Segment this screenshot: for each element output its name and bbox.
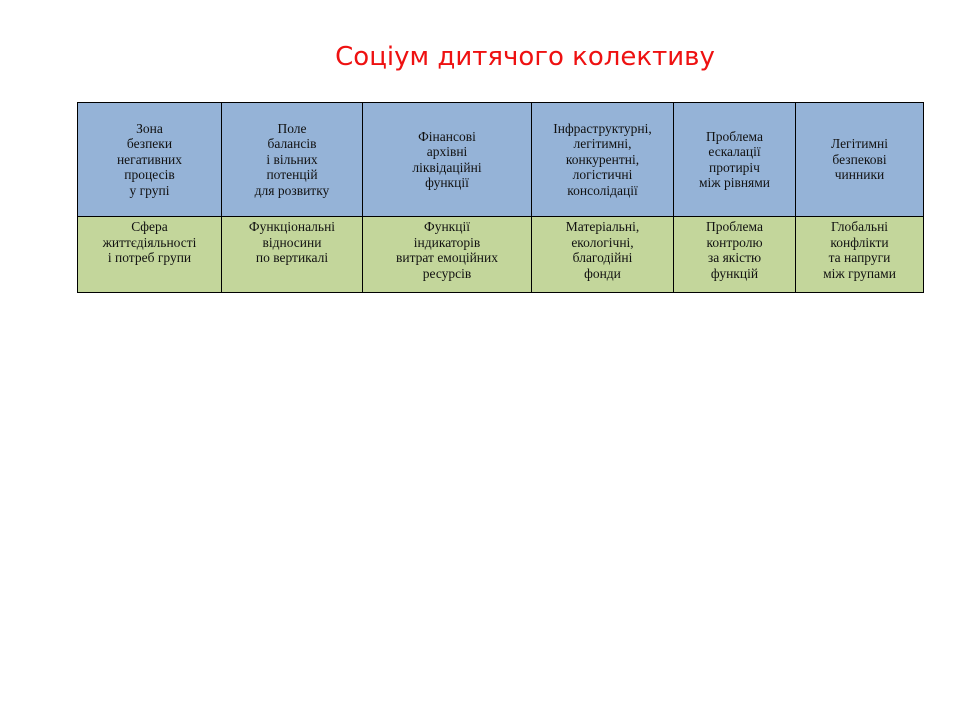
body-cell-functional-relations: Функціональні відносини по вертикалі [222,217,363,293]
body-cell-life-sphere: Сфера життєдіяльності і потреб групи [78,217,222,293]
body-cell-indicator-functions: Функції індикаторів витрат емоційних ресурсів [363,217,532,293]
header-cell-negative-processes: Зона безпеки негативних процесів у групі [78,103,222,217]
header-cell-financial-functions: Фінансові архівні ліквідаційні функції [363,103,532,217]
body-cell-quality-control: Проблема контролю за якістю функцій [674,217,796,293]
header-cell-escalation-problem: Проблема ескалації протиріч між рівнями [674,103,796,217]
content-table [77,102,924,293]
header-cell-security-factors: Легітимні безпекові чинники [796,103,924,217]
header-cell-infrastructure: Інфраструктурні, легітимні, конкурентні, логістичні консолідації [532,103,674,217]
table-body-row [78,217,924,293]
body-cell-material-funds: Матеріальні, екологічні, благодійні фонди [532,217,674,293]
header-cell-balance-field: Поле балансів і вільних потенцій для розвитку [222,103,363,217]
body-cell-global-conflicts: Глобальні конфлікти та напруги між групами [796,217,924,293]
slide-title: Соціум дитячого колективу [335,42,715,72]
table-header-row [78,103,924,217]
